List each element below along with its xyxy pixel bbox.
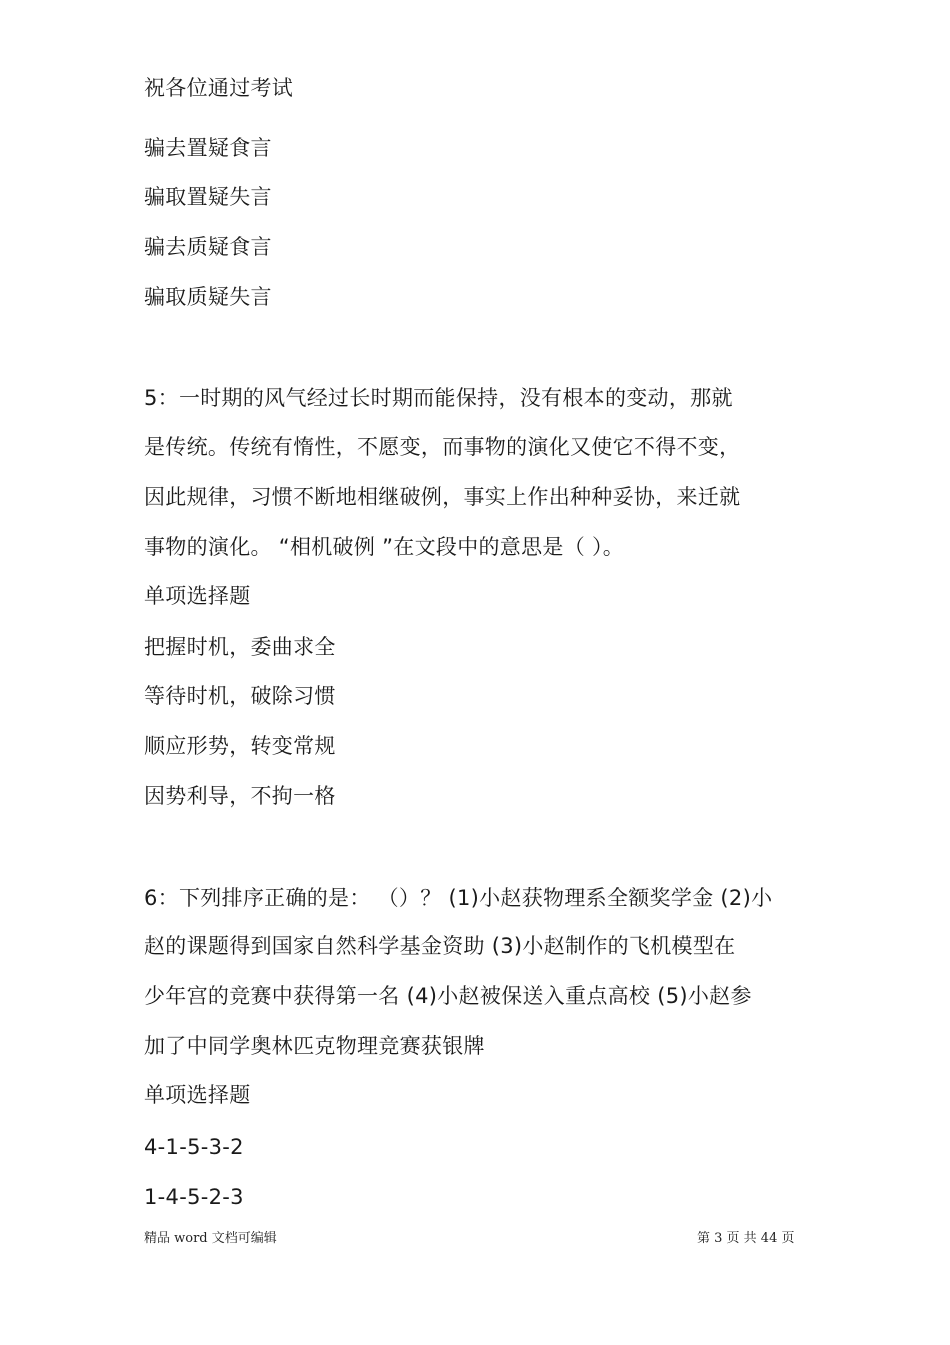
q5-option-b: 等待时机，破除习惯 (144, 684, 336, 708)
q5-option-a: 把握时机，委曲求全 (144, 635, 336, 659)
q5-stem-line-1: 5：一时期的风气经过长时期而能保持，没有根本的变动，那就 (144, 386, 733, 410)
footer-note: 精品 word 文档可编辑 (144, 1231, 277, 1246)
q5-option-d: 因势利导，不拘一格 (144, 784, 336, 808)
q5-option-c: 顺应形势，转变常规 (144, 734, 336, 758)
q5-stem-line-2: 是传统。传统有惰性，不愿变，而事物的演化又使它不得不变， (144, 435, 741, 459)
q5-stem-line-4: 事物的演化。 “相机破例 ”在文段中的意思是（ ）。 (144, 535, 625, 559)
q6-stem-line-2: 赵的课题得到国家自然科学基金资助 (3)小赵制作的飞机模型在 (144, 934, 736, 958)
page-number: 第 3 页 共 44 页 (697, 1231, 795, 1246)
q6-stem-line-3: 少年宫的竞赛中获得第一名 (4)小赵被保送入重点高校 (5)小赵参 (144, 984, 752, 1008)
q6-option-a: 4-1-5-3-2 (144, 1135, 244, 1159)
q4-option-b: 骗取置疑失言 (144, 185, 272, 209)
q6-stem-line-1: 6：下列排序正确的是： （）？ (1)小赵获物理系全额奖学金 (2)小 (144, 886, 773, 910)
q5-type-label: 单项选择题 (144, 584, 251, 608)
q6-option-b: 1-4-5-2-3 (144, 1185, 244, 1209)
closing-wish: 祝各位通过考试 (144, 76, 294, 100)
q5-stem-line-3: 因此规律，习惯不断地相继破例，事实上作出种种妥协，来迁就 (144, 485, 741, 509)
q4-option-d: 骗取质疑失言 (144, 285, 272, 309)
q6-type-label: 单项选择题 (144, 1083, 251, 1107)
q6-stem-line-4: 加了中同学奥林匹克物理竞赛获银牌 (144, 1034, 485, 1058)
q4-option-c: 骗去质疑食言 (144, 235, 272, 259)
q4-option-a: 骗去置疑食言 (144, 136, 272, 160)
